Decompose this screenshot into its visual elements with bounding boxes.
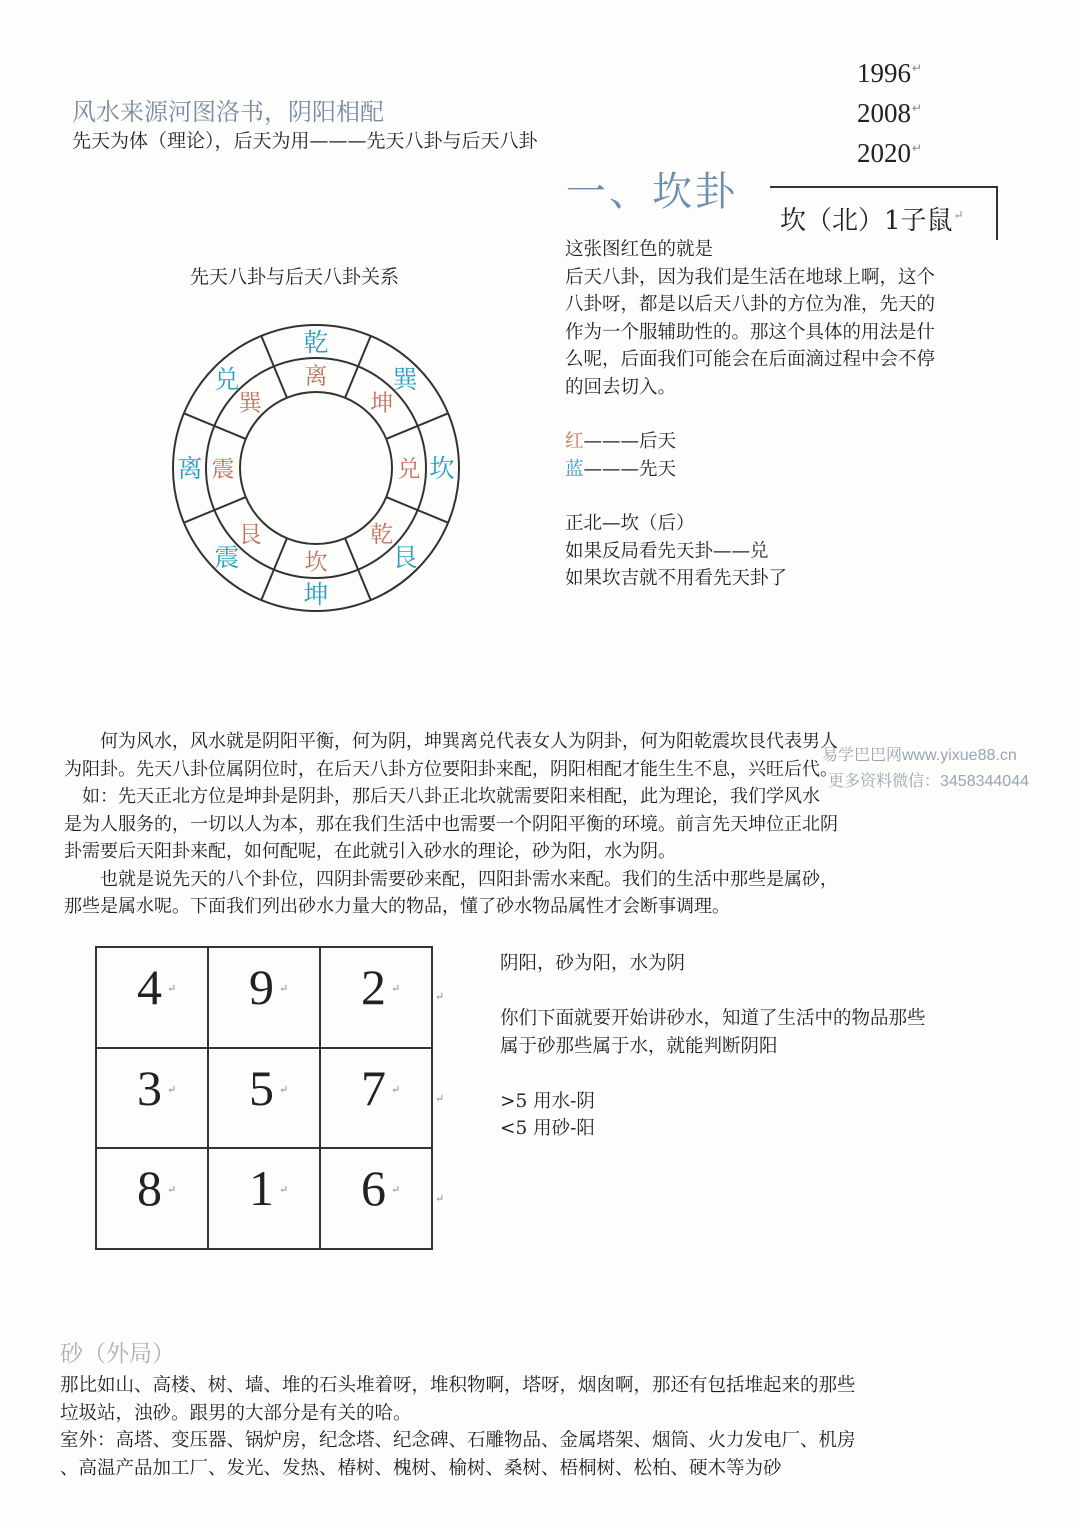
ring-spoke xyxy=(261,538,287,600)
kan-label: 坎（北）1子鼠↵ xyxy=(780,206,964,236)
section-title: 一、坎卦 xyxy=(566,169,738,215)
sha-list xyxy=(60,1372,856,1482)
square-cell: 7 ↵ xyxy=(321,1049,433,1150)
sha-line: 室外：高塔、变压器、锅炉房，纪念塔、纪念碑、石雕物品、金属塔架、烟筒、火力发电厂、机房 xyxy=(60,1430,856,1451)
explain-line: 作为一个服辅助性的。那这个具体的用法是什 xyxy=(565,321,936,343)
page-subtitle: 风水来源河图洛书，阴阳相配 xyxy=(72,98,384,126)
houtian-trigram: 兑 xyxy=(397,456,421,483)
houtian-trigram: 震 xyxy=(211,456,235,483)
square-cell: 9 ↵ xyxy=(209,948,321,1049)
xiantian-trigram: 艮 xyxy=(392,543,418,573)
xiantian-trigram: 坤 xyxy=(303,580,329,609)
square-cell: 8 ↵ xyxy=(97,1149,209,1250)
sha-heading: 砂（外局） xyxy=(60,1341,175,1367)
watermark-site: 易学巴巴网www.yixue88.cn xyxy=(822,747,1017,764)
explain-line: 的回去切入。 xyxy=(565,376,677,398)
body-line: 也就是说先天的八个卦位，四阴卦需要砂来配，四阳卦需水来配。我们的生活中那些是属砂， xyxy=(64,868,838,890)
row-mark: ↵ xyxy=(435,990,445,1003)
xiantian-trigram: 乾 xyxy=(303,328,329,357)
body-line: 那些是属水呢。下面我们列出砂水力量大的物品，懂了砂水物品属性才会断事调理。 xyxy=(64,896,730,917)
square-cell: 5 ↵ xyxy=(209,1049,321,1150)
square-cell: 2 ↵ xyxy=(321,948,433,1049)
body-line: 卦需要后天阳卦来配，如何配呢，在此就引入砂水的理论，砂为阳，水为阴。 xyxy=(64,841,676,862)
houtian-trigram: 乾 xyxy=(370,522,394,549)
square-cell: 6 ↵ xyxy=(321,1149,433,1250)
body-line: 是为人服务的，一切以人为本，那在我们生活中也需要一个阴阳平衡的环境。前言先天坤位正北阴 xyxy=(64,813,838,835)
xiantian-trigram: 巽 xyxy=(392,364,418,394)
ring-spoke xyxy=(184,413,246,439)
houtian-trigram: 离 xyxy=(304,363,328,390)
square-cell: 3 ↵ xyxy=(97,1049,209,1150)
ring-spoke xyxy=(386,497,448,523)
note-line: 如果坎吉就不用看先天卦了 xyxy=(565,568,788,589)
houtian-trigram: 坤 xyxy=(370,390,394,417)
body-line: 何为风水，风水就是阴阳平衡，何为阴，坤巽离兑代表女人为阴卦，何为阳乾震坎艮代表男人 xyxy=(64,731,838,752)
explain-line: 么呢，后面我们可能会在后面滴过程中会不停 xyxy=(565,349,936,370)
explain-line: 八卦呀，都是以后天八卦的方位为准，先天的 xyxy=(565,294,936,315)
body-line: 为阳卦。先天八卦位属阴位时，在后天八卦方位要阳卦来配，阴阳相配才能生生不息，兴旺后代。 xyxy=(64,758,838,780)
square-cell: 1 ↵ xyxy=(209,1149,321,1250)
page-tagline: 先天为体（理论），后天为用———先天八卦与后天八卦 xyxy=(72,130,538,152)
row-mark: ↵ xyxy=(435,1192,445,1205)
houtian-trigram: 坎 xyxy=(304,549,328,576)
xiantian-trigram: 离 xyxy=(177,454,203,483)
year-2020: 2020↵ xyxy=(857,138,923,168)
bagua-diagram xyxy=(170,322,462,614)
explain-paragraph xyxy=(565,236,935,401)
fengshui-body xyxy=(64,728,838,921)
explain-line: 后天八卦，因为我们是生活在地球上啊，这个 xyxy=(565,266,936,288)
xiantian-trigram: 震 xyxy=(214,543,240,573)
note-line: 正北—坎（后） xyxy=(565,513,695,534)
year-2008: 2008↵ xyxy=(857,98,923,128)
houtian-trigram: 艮 xyxy=(238,522,262,549)
legend-blue: 蓝———先天 xyxy=(565,458,677,480)
sha-shui-line: 你们下面就要开始讲砂水，知道了生活中的物品那些 xyxy=(500,1008,926,1029)
legend-red: 红———后天 xyxy=(565,431,677,452)
watermark-wechat: 更多资料微信：3458344044 xyxy=(828,773,1029,790)
ring-spoke xyxy=(261,336,287,398)
sha-line: 那比如山、高楼、树、墙、堆的石头堆着呀，堆积物啊，塔呀，烟囱啊，那还有包括堆起来的那些 xyxy=(60,1375,856,1396)
sha-shui-notes xyxy=(500,950,926,1143)
ring-spoke xyxy=(386,413,448,439)
explain-line: 这张图红色的就是 xyxy=(565,239,714,260)
year-1996: 1996↵ xyxy=(857,58,923,88)
diagram-title: 先天八卦与后天八卦关系 xyxy=(190,266,400,288)
ring-spoke xyxy=(184,497,246,523)
magic-square xyxy=(95,946,433,1250)
ring-spoke xyxy=(345,538,371,600)
direction-notes xyxy=(565,510,787,593)
sha-line: 垃圾站，浊砂。跟男的大部分是有关的哈。 xyxy=(60,1402,412,1424)
ring-spoke xyxy=(345,336,371,398)
rule-lt5: <5 用砂-阳 xyxy=(500,1118,595,1139)
body-line: 如：先天正北方位是坤卦是阴卦，那后天八卦正北坎就需要阳来相配，此为理论，我们学风水 xyxy=(64,786,820,807)
houtian-trigram: 巽 xyxy=(238,390,262,417)
sha-shui-line: 属于砂那些属于水，就能判断阴阳 xyxy=(500,1035,778,1057)
sha-shui-line: 阴阳，砂为阳，水为阴 xyxy=(500,953,686,974)
square-cell: 4 ↵ xyxy=(97,948,209,1049)
sha-line: 、高温产品加工厂、发光、发热、椿树、槐树、榆树、桑树、梧桐树、松柏、硬木等为砂 xyxy=(60,1457,782,1479)
color-legend xyxy=(565,428,676,483)
row-mark: ↵ xyxy=(435,1092,445,1105)
note-line: 如果反局看先天卦——兑 xyxy=(565,540,769,562)
xiantian-trigram: 坎 xyxy=(429,454,455,483)
rule-gt5: >5 用水-阴 xyxy=(500,1090,595,1112)
xiantian-trigram: 兑 xyxy=(214,364,240,394)
